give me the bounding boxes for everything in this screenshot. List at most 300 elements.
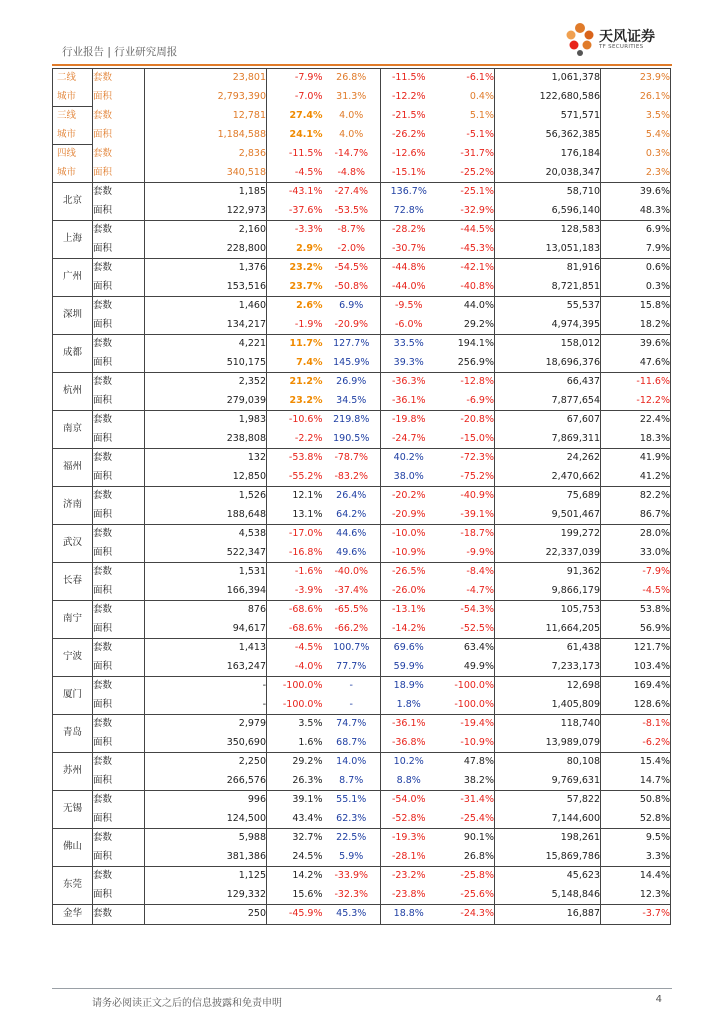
weekly-volume: 153,516 [145,278,267,297]
yoy-change: -32.3% [334,888,369,900]
metric-label: 面积 [93,278,145,297]
metric-label: 套数 [93,297,145,316]
mom-change: -26.0% [381,582,437,601]
metric-label: 面积 [93,544,145,563]
ytd-volume: 571,571 [495,107,601,126]
mom-change: -36.1% [381,392,437,411]
mom-change: -15.1% [381,164,437,183]
mom-change: 1.8% [381,696,437,715]
tier-label: 城市 [53,88,93,107]
table-row [53,810,671,829]
city-name: 上海 [53,221,93,259]
ytd-change: 47.6% [601,354,671,373]
yoy-change: 219.8% [323,411,381,430]
mom-change: -21.5% [381,107,437,126]
ytd-volume: 57,822 [495,791,601,810]
mom-change: -20.2% [381,487,437,506]
period-change: -15.0% [460,432,494,444]
metric-label: 套数 [93,715,145,734]
metric-label: 套数 [93,145,145,164]
ytd-volume: 12,698 [495,677,601,696]
wow-change: -4.0% [267,658,323,677]
wow-change: 23.7% [267,278,323,297]
period-change: 44.0% [437,297,495,316]
mom-change: 33.5% [381,335,437,354]
table-row [53,69,671,88]
mom-change: -9.5% [381,297,437,316]
table-row [53,886,671,905]
wow-change: -1.9% [267,316,323,335]
ytd-change: 56.9% [601,620,671,639]
ytd-change: 12.3% [601,886,671,905]
city-name: 杭州 [53,373,93,411]
wow-change: 14.2% [267,867,323,886]
table-row [53,354,671,373]
tier-label: 三线 [53,107,93,126]
yoy-change: 145.9% [333,356,370,368]
table-row [53,677,671,696]
table-row [53,525,671,544]
ytd-change: 7.9% [601,240,671,259]
wow-change: 32.7% [267,829,323,848]
metric-label: 套数 [93,639,145,658]
yoy-change: 45.3% [323,905,381,925]
mom-change: -10.0% [381,525,437,544]
ytd-change: 0.3% [601,145,671,164]
mom-change: -13.1% [381,601,437,620]
ytd-volume: 61,438 [495,639,601,658]
period-change: -6.9% [466,394,494,406]
ytd-change: -4.5% [601,582,671,601]
period-change: -25.6% [460,888,494,900]
ytd-change: 14.7% [601,772,671,791]
city-name: 南京 [53,411,93,449]
metric-label: 套数 [93,449,145,468]
ytd-change: -7.9% [601,563,671,582]
yoy-change: 26.9% [323,373,381,392]
metric-label: 面积 [93,240,145,259]
mom-change: -28.2% [381,221,437,240]
city-name: 北京 [53,183,93,221]
wow-change: 3.5% [267,715,323,734]
mom-change: -14.2% [381,620,437,639]
metric-label: 面积 [93,164,145,183]
city-name: 武汉 [53,525,93,563]
city-name: 佛山 [53,829,93,867]
wow-change: 24.5% [267,848,323,867]
yoy-change: 100.7% [323,639,381,658]
ytd-volume: 58,710 [495,183,601,202]
period-change: -52.5% [460,622,494,634]
mom-change: -26.5% [381,563,437,582]
period-change: 47.8% [437,753,495,772]
period-change: -31.4% [437,791,495,810]
yoy-change: 14.0% [323,753,381,772]
yoy-change: -66.2% [334,622,369,634]
period-change: -25.4% [460,812,494,824]
city-name: 东莞 [53,867,93,905]
weekly-volume: 2,793,390 [145,88,267,107]
city-name: 青岛 [53,715,93,753]
ytd-change: 128.6% [601,696,671,715]
metric-label: 面积 [93,658,145,677]
metric-label: 面积 [93,886,145,905]
wow-change: 23.2% [267,392,323,411]
yoy-change: -8.7% [323,221,381,240]
metric-label: 面积 [93,848,145,867]
weekly-volume: 522,347 [145,544,267,563]
ytd-volume: 91,362 [495,563,601,582]
table-row [53,734,671,753]
table-row [53,829,671,848]
period-change: -42.1% [437,259,495,278]
mom-change: 18.9% [381,677,437,696]
page-number: 4 [655,994,662,1005]
metric-label: 面积 [93,88,145,107]
ytd-change: 33.0% [601,544,671,563]
weekly-volume: 1,185 [145,183,267,202]
mom-change: -12.2% [381,88,437,107]
table-row [53,430,671,449]
weekly-volume: 350,690 [145,734,267,753]
table-row [53,487,671,506]
period-change: -100.0% [454,698,494,710]
yoy-change: -40.0% [323,563,381,582]
ytd-volume: 11,664,205 [495,620,601,639]
ytd-volume: 7,144,600 [495,810,601,829]
city-name: 南宁 [53,601,93,639]
period-change: -44.5% [437,221,495,240]
wow-change: 26.3% [267,772,323,791]
table-row [53,259,671,278]
table-row [53,620,671,639]
period-change: -20.8% [437,411,495,430]
metric-label: 套数 [93,677,145,696]
ytd-volume: 22,337,039 [495,544,601,563]
table-row [53,715,671,734]
table-row [53,107,671,126]
period-change: -54.3% [437,601,495,620]
ytd-volume: 45,623 [495,867,601,886]
yoy-change: -14.7% [334,147,369,159]
metric-label: 套数 [93,791,145,810]
metric-label: 面积 [93,696,145,715]
metric-label: 套数 [93,753,145,772]
wow-change: -3.3% [267,221,323,240]
yoy-change: 4.0% [339,109,364,121]
ytd-change: 3.3% [601,848,671,867]
weekly-volume: - [145,696,267,715]
ytd-volume: 8,721,851 [495,278,601,297]
table-row [53,867,671,886]
table-row [53,791,671,810]
ytd-change: 18.3% [601,430,671,449]
yoy-change: 44.6% [323,525,381,544]
yoy-change: -50.8% [334,280,369,292]
ytd-change: 82.2% [601,487,671,506]
yoy-change: 26.8% [323,69,381,88]
logo-name: 天风证券 [599,29,655,45]
ytd-change: 28.0% [601,525,671,544]
ytd-volume: 118,740 [495,715,601,734]
city-name: 深圳 [53,297,93,335]
weekly-volume: 1,184,588 [145,126,267,145]
city-name: 无锡 [53,791,93,829]
period-change: -19.4% [437,715,495,734]
weekly-volume: 23,801 [145,69,267,88]
period-change: -10.9% [460,736,494,748]
tier-label: 城市 [53,126,93,145]
mom-change: 72.8% [381,202,437,221]
city-name: 金华 [53,905,93,925]
period-change: -40.9% [437,487,495,506]
ytd-change: 5.4% [601,126,671,145]
wow-change: 21.2% [267,373,323,392]
metric-label: 面积 [93,734,145,753]
yoy-change: 34.5% [336,394,367,406]
ytd-volume: 16,887 [495,905,601,925]
table-row [53,88,671,107]
mom-change: 38.0% [381,468,437,487]
ytd-volume: 1,405,809 [495,696,601,715]
table-row [53,335,671,354]
ytd-change: 15.4% [601,753,671,772]
ytd-change: 3.5% [601,107,671,126]
yoy-change: 5.9% [339,850,364,862]
wow-change: -4.5% [267,164,323,183]
ytd-volume: 24,262 [495,449,601,468]
ytd-volume: 5,148,846 [495,886,601,905]
yoy-change: 77.7% [336,660,367,672]
table-row [53,392,671,411]
weekly-volume: 2,160 [145,221,267,240]
ytd-volume: 55,537 [495,297,601,316]
weekly-volume: 2,250 [145,753,267,772]
metric-label: 面积 [93,810,145,829]
weekly-volume: 228,800 [145,240,267,259]
metric-label: 套数 [93,601,145,620]
weekly-volume: 2,979 [145,715,267,734]
table-row [53,145,671,164]
yoy-change: -78.7% [323,449,381,468]
mom-change: -10.9% [381,544,437,563]
tf-logo-icon [566,22,596,56]
ytd-volume: 199,272 [495,525,601,544]
tier-label: 四线 [53,145,93,164]
ytd-change: -11.6% [601,373,671,392]
metric-label: 套数 [93,563,145,582]
ytd-volume: 6,596,140 [495,202,601,221]
period-change: -5.1% [466,128,494,140]
weekly-volume: 238,808 [145,430,267,449]
yoy-change: -53.5% [334,204,369,216]
table-row [53,316,671,335]
header-divider [52,64,672,66]
metric-label: 套数 [93,107,145,126]
ytd-volume: 20,038,347 [495,164,601,183]
mom-change: -11.5% [381,69,437,88]
period-change: -72.3% [437,449,495,468]
wow-change: -10.6% [267,411,323,430]
period-change: -25.8% [437,867,495,886]
ytd-volume: 81,916 [495,259,601,278]
ytd-volume: 13,989,079 [495,734,601,753]
mom-change: -44.0% [381,278,437,297]
weekly-volume: - [145,677,267,696]
wow-change: 29.2% [267,753,323,772]
mom-change: 18.8% [381,905,437,925]
table-row [53,164,671,183]
yoy-change: 74.7% [323,715,381,734]
city-name: 苏州 [53,753,93,791]
city-name: 成都 [53,335,93,373]
metric-label: 套数 [93,867,145,886]
ytd-change: 103.4% [601,658,671,677]
weekly-volume: 1,376 [145,259,267,278]
ytd-volume: 67,607 [495,411,601,430]
period-change: -75.2% [460,470,494,482]
ytd-volume: 7,869,311 [495,430,601,449]
period-change: 38.2% [463,774,494,786]
ytd-change: 0.6% [601,259,671,278]
period-change: 63.4% [437,639,495,658]
mom-change: -19.8% [381,411,437,430]
table-row [53,696,671,715]
ytd-change: 18.2% [601,316,671,335]
ytd-volume: 2,470,662 [495,468,601,487]
ytd-change: -8.1% [601,715,671,734]
weekly-volume: 1,413 [145,639,267,658]
yoy-change: -27.4% [323,183,381,202]
ytd-volume: 176,184 [495,145,601,164]
weekly-volume: 122,973 [145,202,267,221]
yoy-change: 190.5% [333,432,370,444]
mom-change: -36.3% [381,373,437,392]
tier-label: 城市 [53,164,93,183]
table-row [53,506,671,525]
yoy-change: -54.5% [323,259,381,278]
yoy-change: -20.9% [334,318,369,330]
weekly-volume: 188,648 [145,506,267,525]
period-change: 256.9% [457,356,494,368]
weekly-volume: 279,039 [145,392,267,411]
ytd-change: 121.7% [601,639,671,658]
metric-label: 套数 [93,411,145,430]
metric-label: 套数 [93,183,145,202]
table-row [53,658,671,677]
period-change: -12.8% [437,373,495,392]
metric-label: 套数 [93,525,145,544]
metric-label: 套数 [93,905,145,925]
wow-change: 1.6% [267,734,323,753]
period-change: -45.3% [460,242,494,254]
period-change: -25.2% [460,166,494,178]
ytd-volume: 128,583 [495,221,601,240]
weekly-volume: 4,221 [145,335,267,354]
yoy-change: 6.9% [323,297,381,316]
metric-label: 面积 [93,772,145,791]
city-name: 广州 [53,259,93,297]
metric-label: 面积 [93,392,145,411]
yoy-change: 4.0% [339,128,364,140]
ytd-change: 48.3% [601,202,671,221]
metric-label: 面积 [93,582,145,601]
weekly-volume: 1,125 [145,867,267,886]
wow-change: 15.6% [267,886,323,905]
weekly-volume: 2,836 [145,145,267,164]
wow-change: -43.1% [267,183,323,202]
table-row [53,202,671,221]
ytd-volume: 15,869,786 [495,848,601,867]
weekly-volume: 250 [145,905,267,925]
weekly-volume: 124,500 [145,810,267,829]
ytd-change: 52.8% [601,810,671,829]
tf-securities-logo [566,22,676,60]
wow-change: 39.1% [267,791,323,810]
wow-change: -68.6% [267,620,323,639]
mom-change: 69.6% [381,639,437,658]
ytd-volume: 7,233,173 [495,658,601,677]
weekly-volume: 996 [145,791,267,810]
mom-change: -23.2% [381,867,437,886]
ytd-volume: 13,051,183 [495,240,601,259]
ytd-change: 86.7% [601,506,671,525]
ytd-change: 23.9% [601,69,671,88]
mom-change: -23.8% [381,886,437,905]
wow-change: -68.6% [267,601,323,620]
mom-change: 40.2% [381,449,437,468]
ytd-change: 14.4% [601,867,671,886]
ytd-volume: 122,680,586 [495,88,601,107]
ytd-change: -6.2% [601,734,671,753]
yoy-change: -4.8% [337,166,366,178]
yoy-change: 26.4% [323,487,381,506]
yoy-change: - [323,677,381,696]
weekly-volume: 2,352 [145,373,267,392]
period-change: -6.1% [437,69,495,88]
yoy-change: - [349,698,353,710]
ytd-change: 50.8% [601,791,671,810]
city-name: 宁波 [53,639,93,677]
period-change: -18.7% [437,525,495,544]
table-row [53,753,671,772]
weekly-volume: 1,526 [145,487,267,506]
metric-label: 套数 [93,335,145,354]
weekly-volume: 12,781 [145,107,267,126]
table-row [53,183,671,202]
table-row [53,240,671,259]
wow-change: -100.0% [267,677,323,696]
wow-change: -11.5% [267,145,323,164]
yoy-change: 68.7% [336,736,367,748]
metric-label: 套数 [93,69,145,88]
ytd-change: 0.3% [601,278,671,297]
ytd-change: 39.6% [601,183,671,202]
wow-change: -100.0% [267,696,323,715]
wow-change: -7.0% [267,88,323,107]
table-row [53,221,671,240]
city-name: 长春 [53,563,93,601]
weekly-volume: 510,175 [145,354,267,373]
period-change: 194.1% [437,335,495,354]
mom-change: -44.8% [381,259,437,278]
ytd-volume: 4,974,395 [495,316,601,335]
wow-change: 23.2% [267,259,323,278]
ytd-change: 169.4% [601,677,671,696]
wow-change: 11.7% [267,335,323,354]
wow-change: -17.0% [267,525,323,544]
mom-change: -52.8% [381,810,437,829]
